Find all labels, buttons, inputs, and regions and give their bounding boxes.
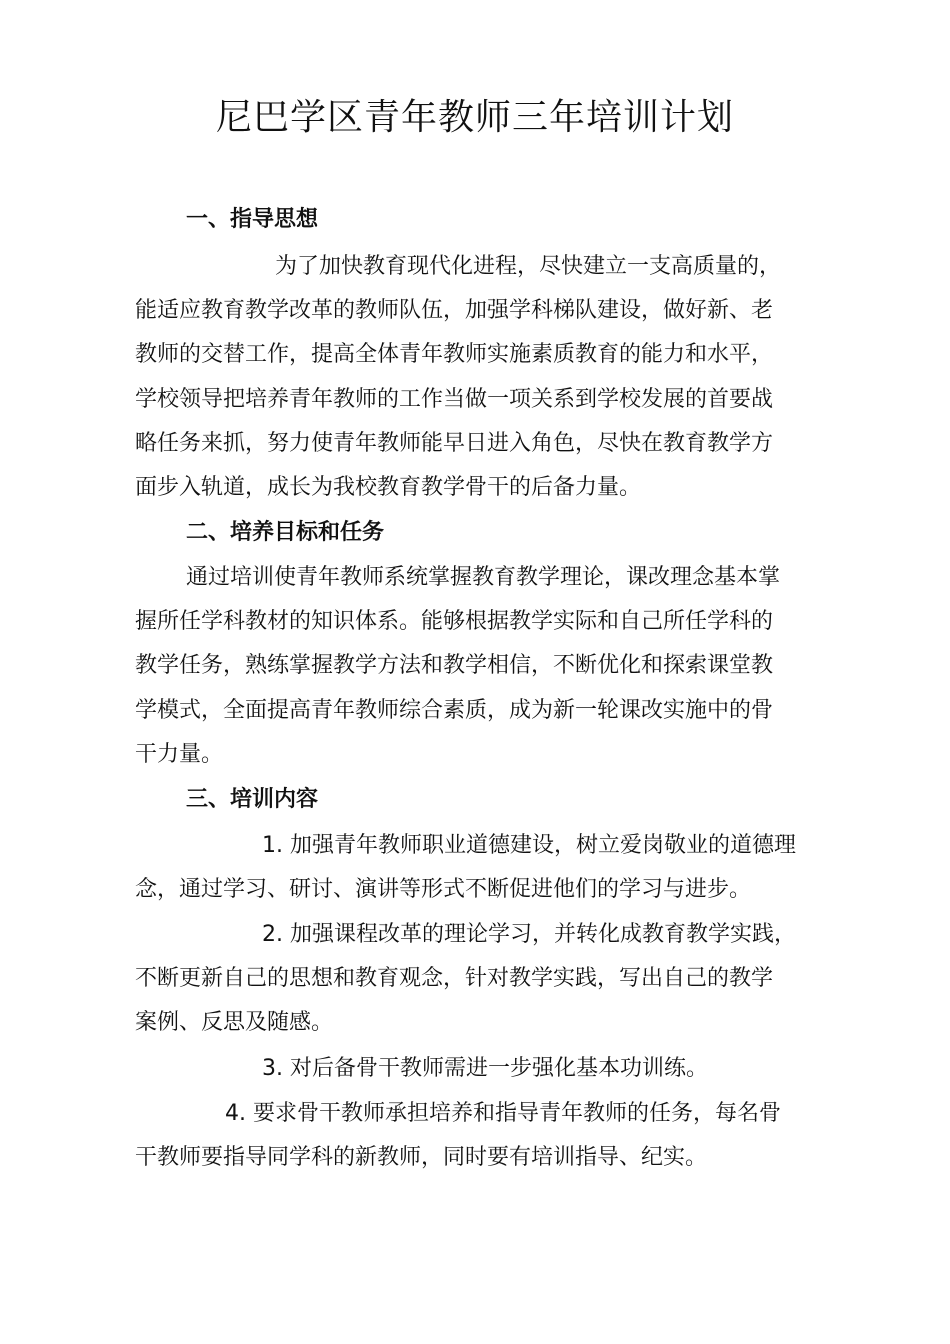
- list-item-line: 不断更新自己的思想和教育观念，针对教学实践，写出自己的教学: [135, 966, 774, 991]
- paragraph-line: 教学任务，熟练掌握教学方法和教学相信，不断优化和探索课堂教: [135, 653, 774, 678]
- list-item-line: 念，通过学习、研讨、演讲等形式不断促进他们的学习与进步。: [135, 877, 752, 902]
- paragraph-line: 握所任学科教材的知识体系。能够根据教学实际和自己所任学科的: [135, 609, 774, 634]
- paragraph-line: 略任务来抓，努力使青年教师能早日进入角色，尽快在教育教学方: [135, 431, 774, 456]
- list-item-line: 3. 对后备骨干教师需进一步强化基本功训练。: [262, 1056, 708, 1081]
- section-heading-training-content: 三、培训内容: [186, 787, 319, 812]
- paragraph-line: 学模式，全面提高青年教师综合素质，成为新一轮课改实施中的骨: [135, 698, 774, 723]
- paragraph-line: 能适应教育教学改革的教师队伍，加强学科梯队建设，做好新、老: [135, 298, 774, 323]
- document-title: 尼巴学区青年教师三年培训计划: [215, 97, 734, 138]
- list-item-line: 案例、反思及随感。: [135, 1010, 334, 1035]
- paragraph-line: 为了加快教育现代化进程，尽快建立一支高质量的，: [275, 254, 782, 279]
- paragraph-line: 面步入轨道，成长为我校教育教学骨干的后备力量。: [135, 475, 642, 500]
- list-item-line: 1. 加强青年教师职业道德建设，树立爱岗敬业的道德理: [262, 833, 796, 858]
- list-item-line: 干教师要指导同学科的新教师，同时要有培训指导、纪实。: [135, 1145, 708, 1170]
- paragraph-line: 通过培训使青年教师系统掌握教育教学理论，课改理念基本掌: [186, 565, 781, 590]
- list-item-line: 2. 加强课程改革的理论学习，并转化成教育教学实践，: [262, 922, 796, 947]
- paragraph-line: 干力量。: [135, 742, 224, 767]
- paragraph-line: 学校领导把培养青年教师的工作当做一项关系到学校发展的首要战: [135, 387, 774, 412]
- list-item-line: 4. 要求骨干教师承担培养和指导青年教师的任务，每名骨: [225, 1101, 781, 1126]
- section-heading-goals-tasks: 二、培养目标和任务: [186, 520, 385, 545]
- paragraph-line: 教师的交替工作，提高全体青年教师实施素质教育的能力和水平，: [135, 342, 774, 367]
- section-heading-guiding-thought: 一、指导思想: [186, 207, 319, 232]
